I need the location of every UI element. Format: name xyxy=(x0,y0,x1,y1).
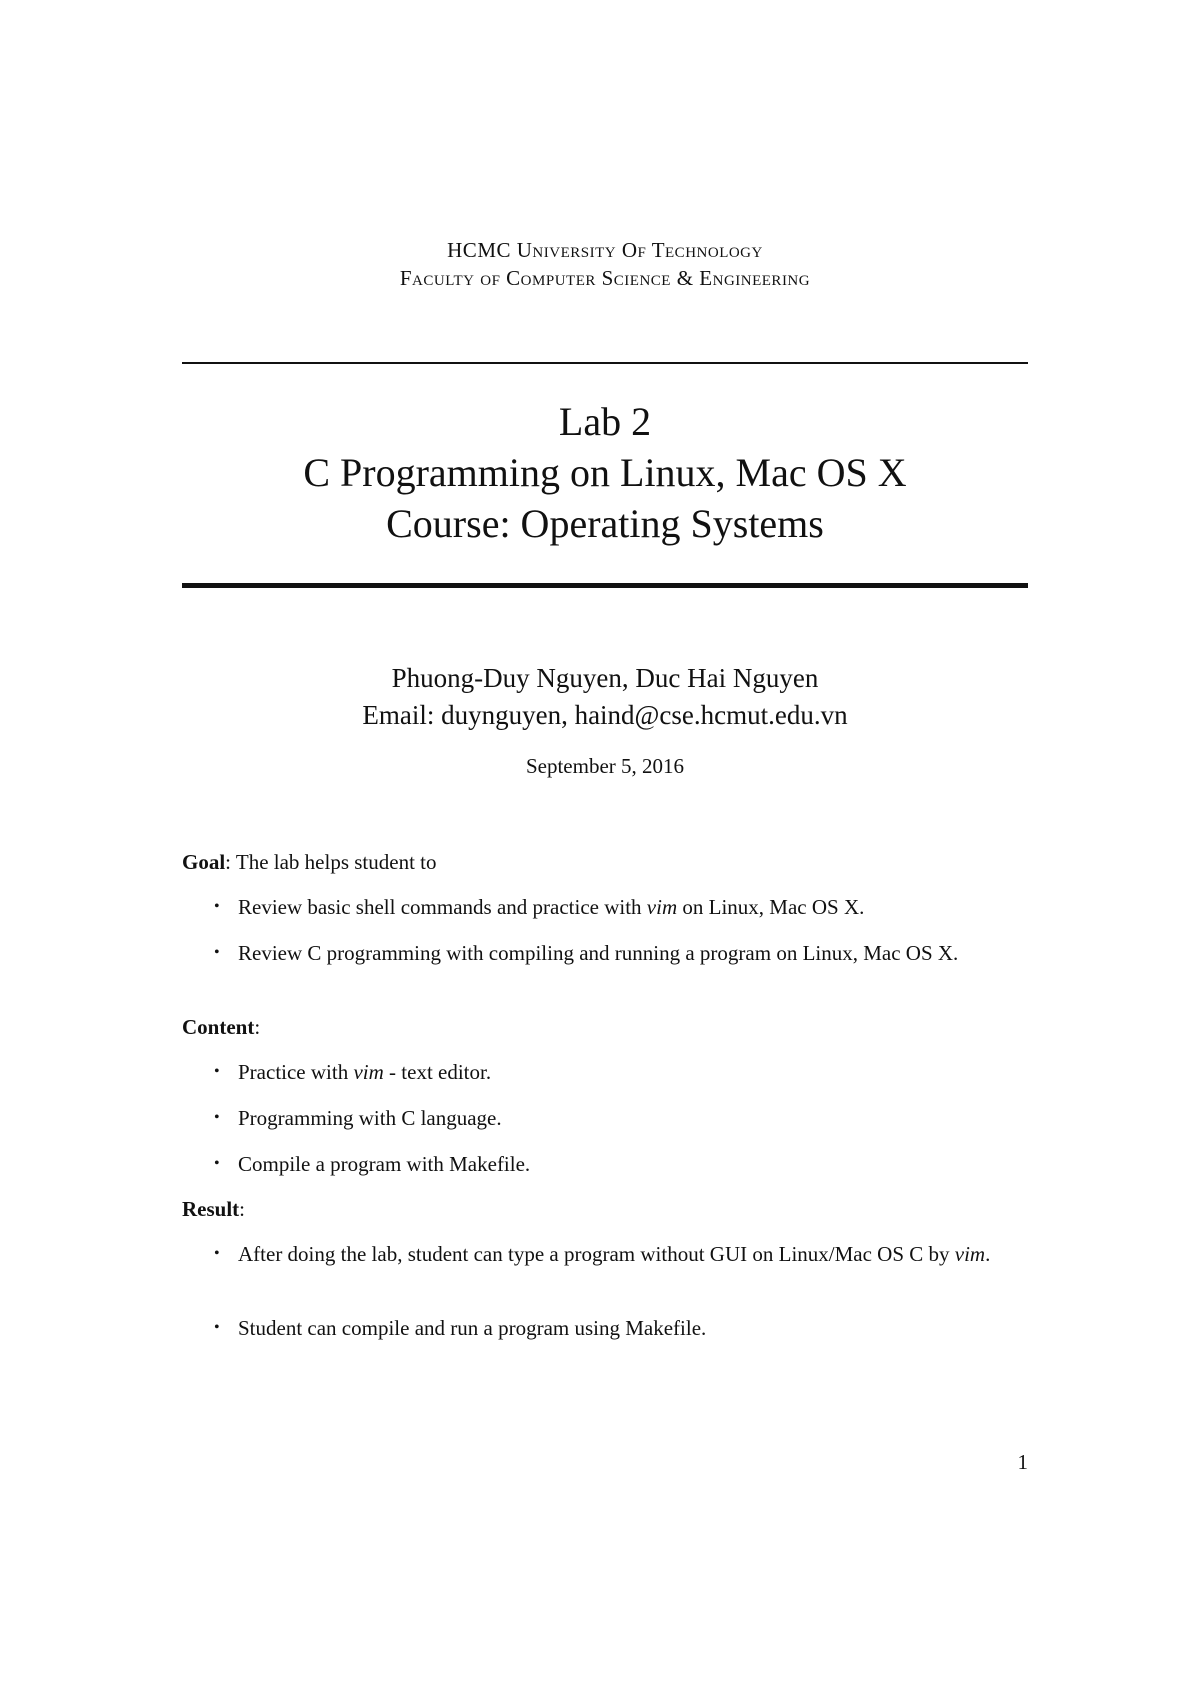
goal-heading xyxy=(182,848,437,876)
result-intro: : xyxy=(239,1197,246,1221)
document-date: September 5, 2016 xyxy=(525,754,685,778)
result-heading xyxy=(182,1195,245,1223)
result-label: Result xyxy=(182,1197,240,1221)
author-names: Phuong-Duy Nguyen, Duc Hai Nguyen xyxy=(391,663,819,693)
result-item: • After doing the lab, student can type a program without GUI on Linux/Mac OS C by vim. xyxy=(214,1242,991,1266)
result-item: • Student can compile and run a program using Makefile. xyxy=(214,1316,707,1340)
goal-item: • Review C programming with compiling and running a program on Linux, Mac OS X. xyxy=(214,941,959,965)
content-label: Content xyxy=(182,1015,255,1039)
author-email: Email: duynguyen, haind@cse.hcmut.edu.vn xyxy=(362,700,848,730)
title-course: Course: Operating Systems xyxy=(386,501,824,546)
bullet-icon: • xyxy=(214,1063,220,1080)
content-item: • Practice with vim - text editor. xyxy=(214,1060,492,1084)
goal-label: Goal xyxy=(182,850,226,874)
content-heading xyxy=(182,1013,260,1041)
top-rule xyxy=(182,362,1028,364)
faculty-name: Faculty of Computer Science & Engineering xyxy=(399,266,811,290)
goal-intro: : The lab helps student to xyxy=(225,850,437,874)
bullet-icon: • xyxy=(214,944,220,961)
bullet-icon: • xyxy=(214,1109,220,1126)
title-subject: C Programming on Linux, Mac OS X xyxy=(303,450,907,495)
university-name: HCMC University Of Technology xyxy=(447,238,763,262)
content-item: • Compile a program with Makefile. xyxy=(214,1152,531,1176)
goal-item: • Review basic shell commands and practice with vim on Linux, Mac OS X. xyxy=(214,895,865,919)
title-lab-number: Lab 2 xyxy=(558,399,652,444)
page-number: 1 xyxy=(1017,1450,1028,1474)
bullet-icon: • xyxy=(214,1245,220,1262)
bullet-icon: • xyxy=(214,898,220,915)
content-item: • Programming with C language. xyxy=(214,1106,502,1130)
bottom-rule xyxy=(182,583,1028,588)
bullet-icon: • xyxy=(214,1155,220,1172)
content-intro: : xyxy=(254,1015,261,1039)
bullet-icon: • xyxy=(214,1319,220,1336)
